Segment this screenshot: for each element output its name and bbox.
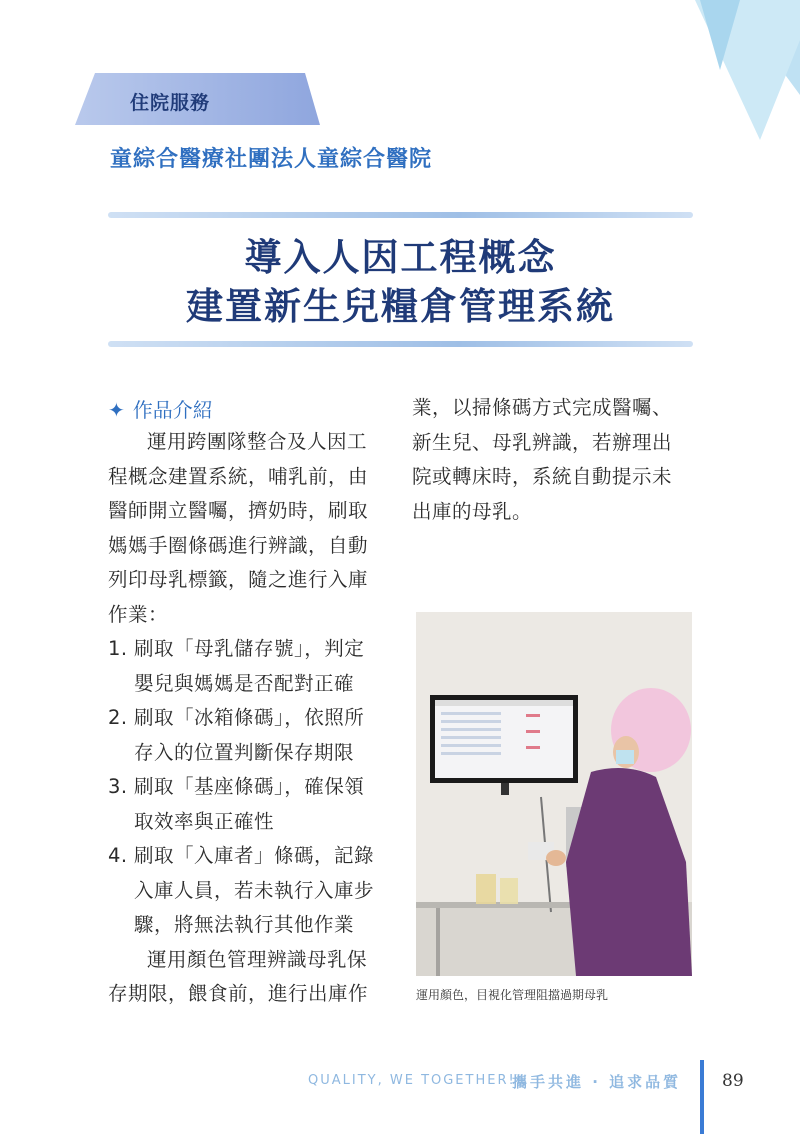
closing-line: 院或轉床時，系統自動提示未 — [412, 465, 673, 488]
step-item — [108, 632, 388, 701]
step-text: 入庫人員，若未執行入庫步 — [134, 878, 375, 902]
step-text: 嬰兒與媽媽是否配對正確 — [134, 671, 355, 695]
step-text: 驟，將無法執行其他作業 — [134, 913, 355, 936]
section-tag: 住院服務 — [130, 92, 211, 114]
step-text: 刷取「母乳儲存號」，判定 — [134, 637, 365, 660]
intro-line: 程概念建置系統，哺乳前，由 — [108, 464, 369, 488]
step-number: 4. — [108, 844, 128, 867]
step-text: 取效率與正確性 — [134, 809, 275, 833]
right-column — [412, 391, 696, 529]
step-text: 刷取「基座條碼」，確保領 — [134, 775, 365, 798]
closing-line: 業，以掃條碼方式完成醫囑、 — [412, 396, 673, 419]
title-rule-top — [108, 212, 693, 218]
title-rule-bottom — [108, 341, 693, 347]
left-column — [108, 425, 388, 1012]
page-number: 89 — [722, 1071, 744, 1091]
section-heading-text: 作品介紹 — [132, 398, 213, 422]
four-point-star-icon: ✦ — [108, 398, 125, 422]
footer-slogan-en: QUALITY, WE TOGETHER! — [308, 1073, 516, 1088]
closing-line: 出庫的母乳。 — [412, 499, 533, 523]
intro-line: 作業： — [108, 602, 169, 626]
step-text: 刷取「冰箱條碼」，依照所 — [134, 706, 365, 729]
intro-line: 運用跨團隊整合及人因工 — [147, 430, 368, 453]
footer-divider — [700, 1060, 704, 1134]
corner-decoration — [640, 0, 800, 150]
page-title-line1: 導入人因工程概念 — [244, 236, 557, 279]
step-item — [108, 770, 388, 839]
step-item — [108, 839, 388, 943]
step-text: 存入的位置判斷保存期限 — [134, 740, 355, 764]
page-title-line2: 建置新生兒糧倉管理系統 — [186, 285, 615, 328]
closing-line: 存期限，餵食前，進行出庫作 — [108, 982, 369, 1005]
footer-slogan-zh: 攜手共進 · 追求品質 — [512, 1073, 682, 1091]
intro-line: 醫師開立醫囑，擠奶時，刷取 — [108, 499, 369, 522]
step-number: 1. — [108, 637, 128, 660]
step-number: 2. — [108, 706, 128, 729]
organization-name: 童綜合醫療社團法人童綜合醫院 — [110, 147, 433, 172]
closing-line: 新生兒、母乳辨識，若辦理出 — [412, 430, 673, 454]
photo-caption: 運用顏色，目視化管理阻擋過期母乳 — [416, 988, 609, 1002]
step-text: 刷取「入庫者」條碼，記錄 — [134, 844, 375, 867]
intro-line: 列印母乳標籤，隨之進行入庫 — [108, 568, 369, 591]
nurse-monitor-photo — [416, 612, 692, 976]
step-item — [108, 701, 388, 770]
step-number: 3. — [108, 775, 128, 798]
section-heading — [108, 394, 213, 423]
intro-line: 媽媽手圈條碼進行辨識，自動 — [108, 533, 369, 557]
closing-line: 運用顏色管理辨識母乳保 — [147, 947, 368, 971]
